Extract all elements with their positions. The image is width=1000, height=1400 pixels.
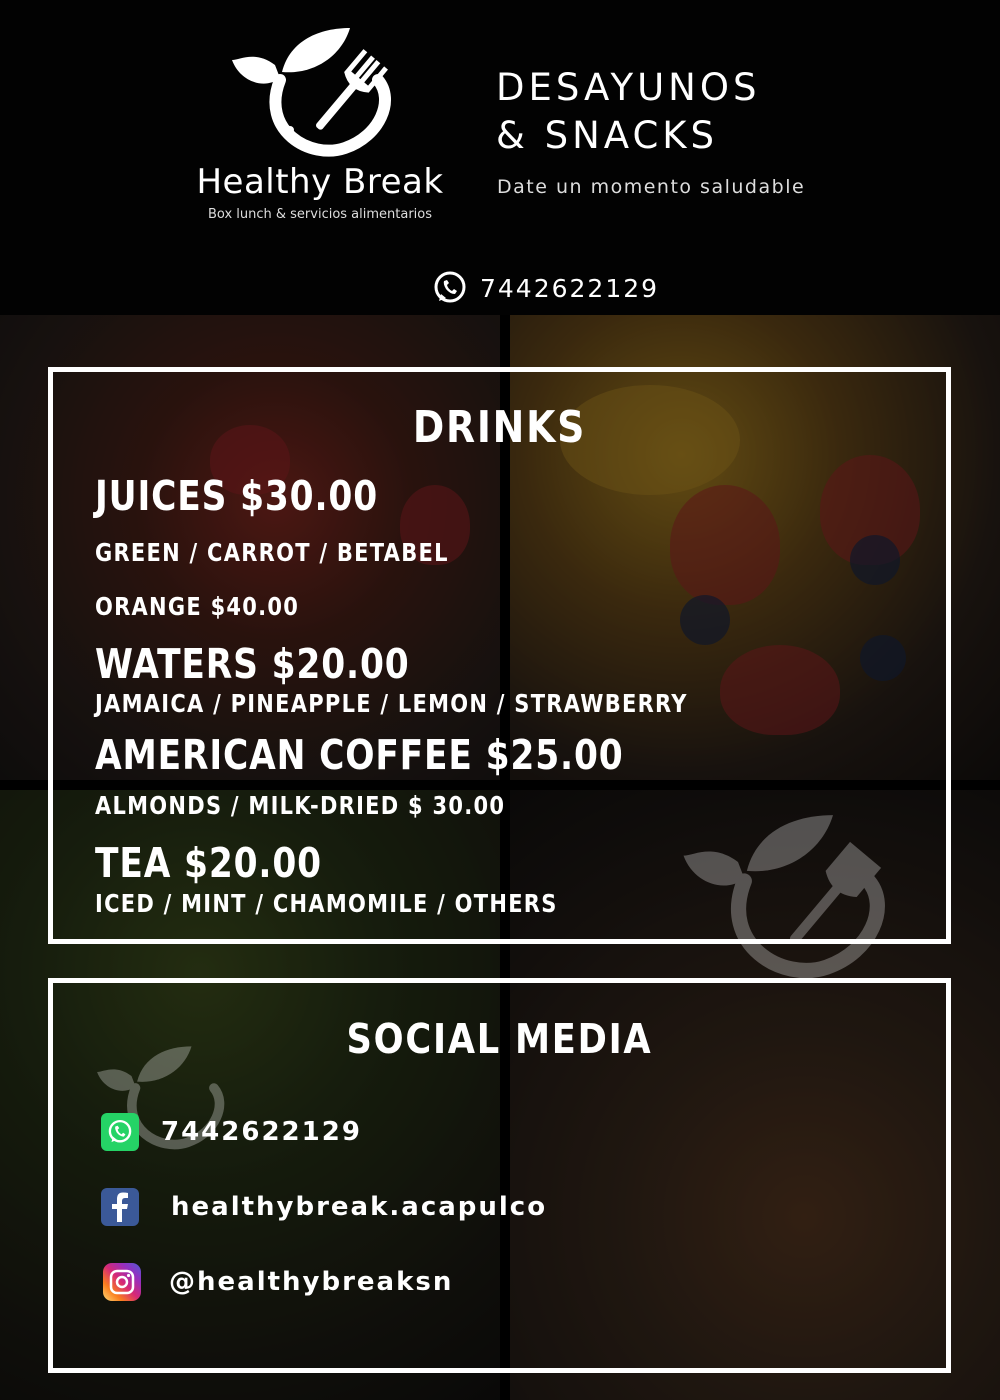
- social-instagram[interactable]: [103, 1263, 453, 1301]
- header: [0, 0, 1000, 315]
- drinks-title: DRINKS: [412, 402, 587, 453]
- whatsapp-number: 7442622129: [161, 1117, 362, 1147]
- brand-name: Healthy Break: [196, 162, 444, 202]
- instagram-icon: [103, 1263, 141, 1301]
- menu-item-coffee-options: ALMONDS / MILK-DRIED $ 30.00: [95, 791, 506, 820]
- social-facebook[interactable]: [101, 1188, 547, 1226]
- facebook-handle: healthybreak.acapulco: [171, 1192, 548, 1222]
- menu-item-juice-flavors: GREEN / CARROT / BETABEL: [95, 538, 449, 567]
- header-phone-number: 7442622129: [480, 273, 660, 303]
- social-media-title: SOCIAL MEDIA: [346, 1015, 653, 1063]
- menu-item-tea: TEA $20.00: [95, 839, 322, 887]
- menu-item-orange: ORANGE $40.00: [95, 592, 300, 621]
- menu-item-american-coffee: AMERICAN COFFEE $25.00: [95, 731, 624, 779]
- facebook-icon: [101, 1188, 139, 1226]
- menu-item-water-flavors: JAMAICA / PINEAPPLE / LEMON / STRAWBERRY: [95, 689, 688, 718]
- header-phone[interactable]: [432, 270, 659, 306]
- menu-item-juices: JUICES $30.00: [95, 472, 379, 520]
- menu-item-tea-flavors: ICED / MINT / CHAMOMILE / OTHERS: [95, 889, 558, 918]
- social-whatsapp[interactable]: [101, 1113, 362, 1151]
- whatsapp-icon: [432, 270, 468, 306]
- headline: [496, 64, 760, 160]
- tagline: Date un momento saludable: [497, 176, 806, 198]
- brand-subtitle: Box lunch & servicios alimentarios: [207, 207, 433, 222]
- healthy-break-logo-icon: [230, 20, 410, 170]
- menu-item-waters: WATERS $20.00: [95, 640, 410, 688]
- social-media-box: [48, 978, 951, 1373]
- whatsapp-icon: [101, 1113, 139, 1151]
- headline-line-1: DESAYUNOS: [496, 66, 761, 109]
- instagram-handle: @healthybreaksn: [169, 1267, 454, 1297]
- headline-line-2: & SNACKS: [496, 114, 719, 157]
- drinks-menu-box: [48, 367, 951, 944]
